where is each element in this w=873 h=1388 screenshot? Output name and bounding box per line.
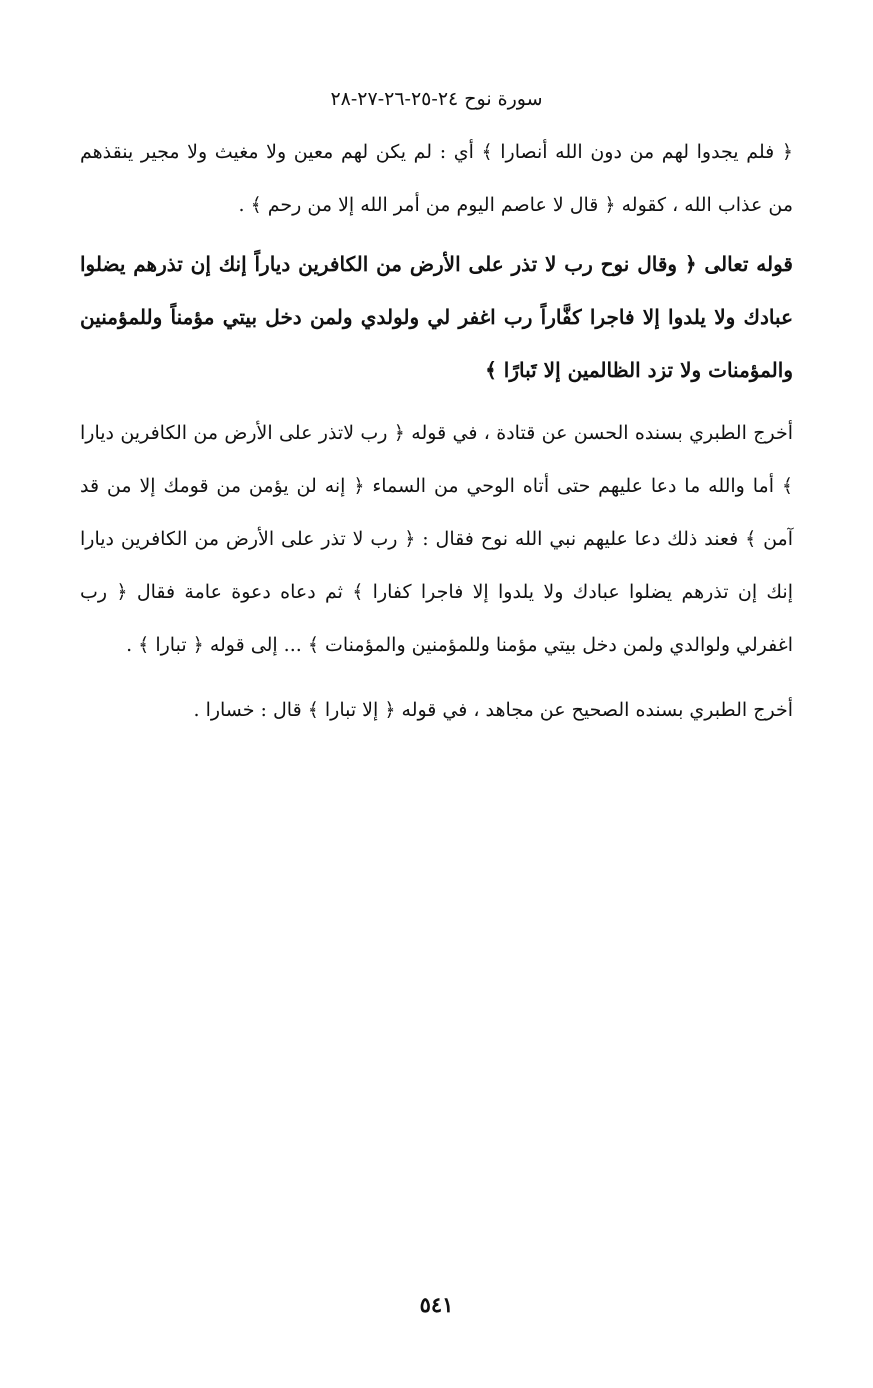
paragraph-commentary-1: ﴿ فلم يجدوا لهم من دون الله أنصارا ﴾ أي : لم يكن لهم معين ولا مغيث ولا مجير ينقذهم من عذاب الله ، كقوله ﴿ قال لا عاصم اليوم من أمر الله إلا من رحم ﴾ . [80, 141, 793, 216]
body-text [80, 126, 793, 749]
paragraph-quranic-verse: قوله تعالى ﴿ وقال نوح رب لا تذر على الأرض من الكافرين دياراً إنك إن تذرهم يضلوا عبادك ولا يلدوا إلا فاجرا كفَّاراً رب اغفر لي ولولدي ولمن دخل بيتي مؤمناً وللمؤمنين والمؤمنات ولا تزد الظالمين إلا تَبارًا ﴾ [80, 252, 793, 382]
page-number: ٥٤١ [419, 1292, 454, 1317]
paragraph-tabari-mujahid: أخرج الطبري بسنده الصحيح عن مجاهد ، في قوله ﴿ إلا تبارا ﴾ قال : خسارا . [193, 699, 793, 721]
paragraph-tabari-qatada: أخرج الطبري بسنده الحسن عن قتادة ، في قوله ﴿ رب لاتذر على الأرض من الكافرين ديارا ﴾ أما والله ما دعا عليهم حتى أتاه الوحي من السماء ﴿ إنه لن يؤمن من قومك إلا من قد آمن ﴾ فعند ذلك دعا عليهم نبي الله نوح فقال : ﴿ رب لا تذر على الأرض من الكافرين ديارا إنك إن تذرهم يضلوا عبادك ولا يلدوا إلا فاجرا كفارا ﴾ ثم دعاه دعوة عامة فقال ﴿ رب اغفرلي ولوالدي ولمن دخل بيتي مؤمنا وللمؤمنين والمؤمنات ﴾ ... إلى قوله ﴿ تبارا ﴾ . [80, 422, 793, 656]
running-header: سورة نوح ٢٤-٢٥-٢٦-٢٧-٢٨ [330, 88, 543, 110]
